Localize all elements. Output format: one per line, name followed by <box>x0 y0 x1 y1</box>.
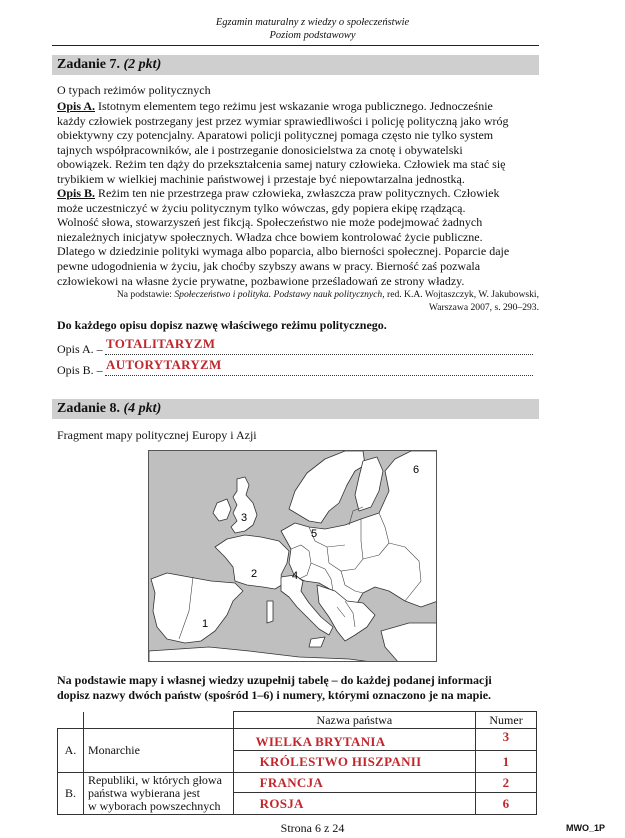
source-citation <box>57 288 539 314</box>
map-france <box>215 535 289 589</box>
row-b-info-line: Republiki, w których głowa <box>87 773 222 787</box>
answer-country-a2[interactable]: KRÓLESTWO HISZPANII <box>259 753 422 769</box>
table-empty-cell <box>83 712 233 729</box>
opis-a-line: obiektywny czy potencjalny. Aparatowi policji politycznej pomaga często nie tylko system <box>57 128 494 143</box>
task-7-points: (2 pkt) <box>123 57 162 72</box>
opis-a-line: trybikiem w wielkiej machinie państwowej i przestaje być niepowtarzalna jednostką. <box>57 171 465 186</box>
row-b-info <box>83 773 233 815</box>
opis-b-line: Reżim ten nie przestrzega praw człowieka, zwłaszcza praw politycznych. Człowiek <box>98 186 500 200</box>
task-8-subtitle: Fragment mapy politycznej Europy i Azji <box>57 428 257 442</box>
table-empty-cell <box>58 712 84 729</box>
political-map <box>148 450 437 662</box>
header-rule <box>52 45 539 46</box>
answer-number-a2[interactable]: 1 <box>502 753 510 769</box>
opis-b-line: Wolność słowa, stowarzyszeń jest fikcją. Społeczeństwo nie może podejmować żadnych <box>57 215 483 230</box>
table-header-country: Nazwa państwa <box>233 712 475 729</box>
map-sardinia <box>267 601 273 623</box>
map-ireland <box>213 499 231 521</box>
opis-b-line: może uczestniczyć w życiu politycznym tylko wówczas, gdy popiera ekipę rządzącą. <box>57 200 466 215</box>
table-row <box>58 729 537 751</box>
answer-country-b2[interactable]: ROSJA <box>259 795 304 811</box>
table-row <box>58 773 537 793</box>
answer-table <box>57 711 537 815</box>
opis-a-line: każdy człowiek postrzegany jest przez wymiar sprawiedliwości i policję polityczną jako wróg <box>57 113 509 128</box>
task-8-question-line: dopisz nazwy dwóch państw (spośród 1–6) i numery, którymi oznaczono je na mapie. <box>57 688 492 702</box>
source-line2: Warszawa 2007, s. 290–293. <box>428 302 539 313</box>
page-number: Strona 6 z 24 <box>280 821 345 835</box>
answer-country-a1[interactable]: WIELKA BRYTANIA <box>255 734 386 749</box>
opis-b-line: pewne udogodnienia w życiu, jak choćby szybszy awans w pracy. Bierność zaś pozwala <box>57 258 481 273</box>
task-8-title: Zadanie 8. <box>57 401 121 416</box>
opis-a-text <box>57 99 537 187</box>
answer-number-b2[interactable]: 6 <box>502 795 510 811</box>
opis-a-line: obowiązek. Reżim ten dąży do przekształcenia samej natury człowieka. Człowiek ma stać się <box>57 157 506 172</box>
map-north-africa <box>149 647 379 662</box>
opis-a-label: Opis A. <box>57 99 96 113</box>
task-7-subtitle: O typach reżimów politycznych <box>57 83 211 97</box>
map-drawing <box>149 451 437 662</box>
opis-b-line: Dlatego w dziedzinie polityki wymaga albo poparcia, albo bierności społecznej. Poparcie daje <box>57 244 510 259</box>
answer-a-text[interactable]: TOTALITARYZM <box>106 336 216 351</box>
answer-a-line <box>105 354 533 355</box>
map-number-5: 5 <box>311 528 318 540</box>
source-title: Społeczeństwo i polityka. Podstawy nauk politycznych <box>174 289 383 300</box>
row-a-info: Monarchie <box>83 729 233 773</box>
map-turkey <box>381 623 437 662</box>
task-8-question-line: Na podstawie mapy i własnej wiedzy uzupełnij tabelę – do każdej podanej informacji <box>57 673 492 687</box>
map-sicily <box>309 637 325 647</box>
answer-country-b1[interactable]: FRANCJA <box>259 774 324 790</box>
exam-code: MWO_1P <box>566 823 606 833</box>
opis-b-line: człowiekowi na własne życie prywatne, pozbawione prześladowań ze strony władzy. <box>57 273 465 288</box>
answer-b-label: Opis B. – <box>57 363 103 377</box>
opis-b-line: niezależnych inicjatyw społecznych. Władza chce bowiem kontrolować życie publiczne. <box>57 229 483 244</box>
row-b-letter: B. <box>58 773 84 815</box>
answer-b-text[interactable]: AUTORYTARYZM <box>106 357 222 372</box>
map-number-2: 2 <box>251 568 258 580</box>
answer-b-line <box>105 375 533 376</box>
task-8-question <box>57 673 539 703</box>
task-7-heading <box>52 55 539 75</box>
table-header-number: Numer <box>476 712 537 729</box>
row-b-info-line: w wyborach powszechnych <box>87 799 221 813</box>
source-prefix: Na podstawie: <box>116 289 175 300</box>
answer-number-a1[interactable]: 3 <box>502 729 510 744</box>
map-number-3: 3 <box>241 512 248 524</box>
answer-number-b1[interactable]: 2 <box>502 774 510 790</box>
map-scandinavia <box>289 451 365 523</box>
task-7-title: Zadanie 7. <box>57 57 121 72</box>
exam-title: Egzamin maturalny z wiedzy o społeczeństwie <box>215 17 410 28</box>
row-a-letter: A. <box>58 729 84 773</box>
task-7-question: Do każdego opisu dopisz nazwę właściwego reżimu politycznego. <box>57 318 387 332</box>
opis-a-line: Istotnym elementem tego reżimu jest wskazanie wroga publicznego. Jednocześnie <box>98 99 493 113</box>
exam-level: Poziom podstawowy <box>269 30 356 41</box>
answer-a-label: Opis A. – <box>57 342 103 356</box>
source-rest: , red. K.A. Wojtaszczyk, W. Jakubowski, <box>382 289 539 300</box>
map-great-britain <box>231 477 257 533</box>
map-number-1: 1 <box>202 618 209 630</box>
table-header-row <box>58 712 537 729</box>
opis-a-line: tajnych współpracowników, ale i postrzeganie donosicielstwa za cnotę i obywatelski <box>57 142 463 157</box>
opis-b-label: Opis B. <box>57 186 96 200</box>
row-b-info-line: państwa wybierana jest <box>87 786 200 800</box>
opis-b-text <box>57 186 537 288</box>
task-8-points: (4 pkt) <box>123 401 162 416</box>
map-number-4: 4 <box>292 570 299 582</box>
task-8-heading <box>52 399 539 419</box>
map-iberia <box>151 573 243 643</box>
map-number-6: 6 <box>413 464 420 476</box>
